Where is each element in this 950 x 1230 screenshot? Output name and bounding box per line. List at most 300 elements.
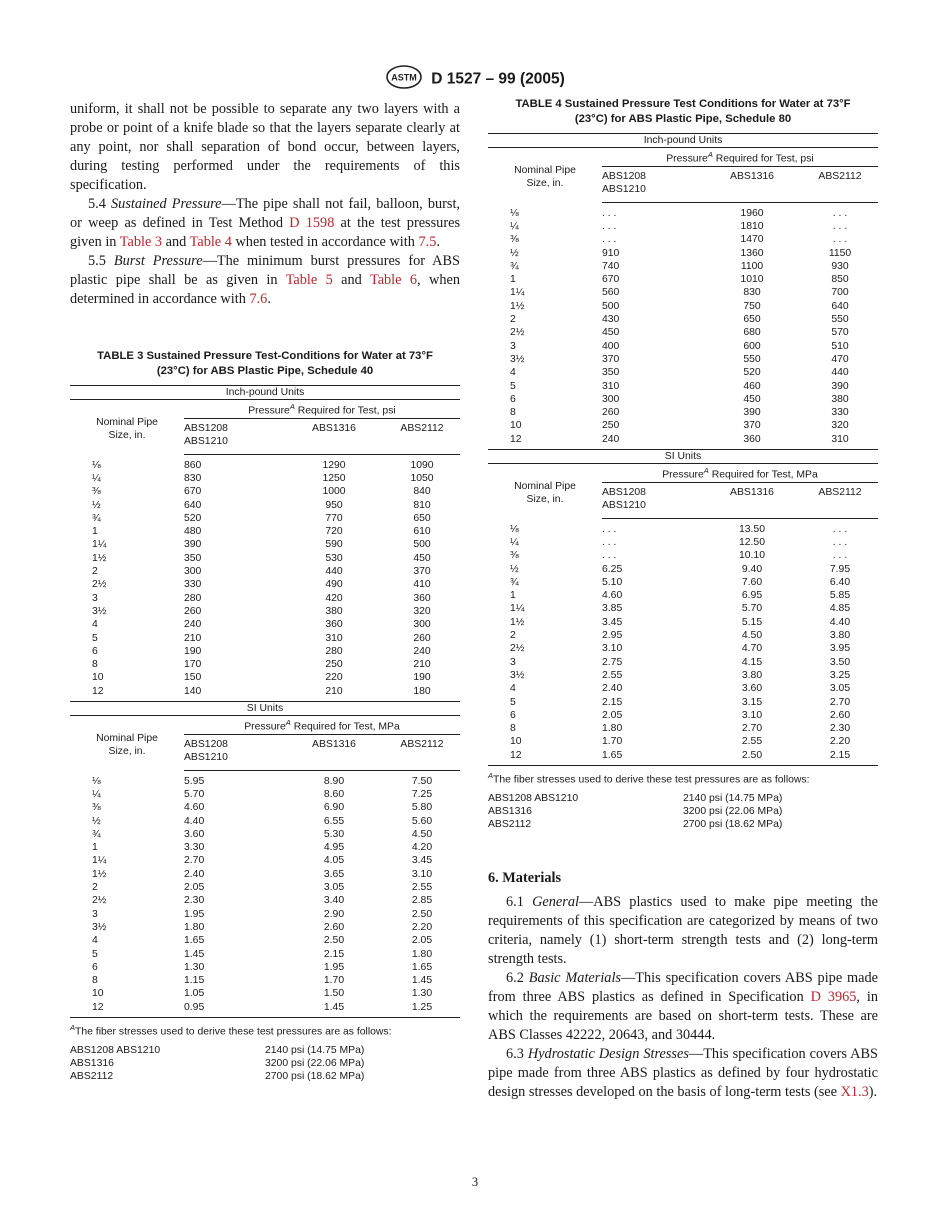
abs1316-cell: 1100 xyxy=(740,260,764,272)
abs1316-cell: 2.60 xyxy=(323,921,345,933)
abs2112-cell: 1.45 xyxy=(411,975,433,987)
table4-pressure-header-row xyxy=(488,464,878,483)
link-7-5[interactable]: 7.5 xyxy=(418,234,437,250)
abs1316-cell: 1000 xyxy=(322,486,346,498)
pressure-unit-text: Required for Test, psi xyxy=(294,405,396,417)
section-6-heading: 6. Materials xyxy=(488,869,562,886)
table-row xyxy=(488,300,878,313)
nominal-size-cell: 3 xyxy=(510,340,516,352)
nominal-size-cell: ⅜ xyxy=(510,234,519,246)
abs2112-cell: 410 xyxy=(413,579,431,591)
units-label: Inch-pound Units xyxy=(70,386,460,400)
table-row xyxy=(70,841,460,854)
abs1208-abs1210-cell: 4.40 xyxy=(184,815,205,827)
abs2112-cell: 3.45 xyxy=(411,855,433,867)
table4-inch-units-row xyxy=(488,134,878,148)
table-row xyxy=(488,616,878,629)
table-row xyxy=(488,353,878,366)
nominal-size-cell: 6 xyxy=(510,709,516,721)
paragraph-6-2: 6.2 Basic Materials—This specification covers ABS pipe made from three ABS plastics as defined in Specification D 3965, in which the requirements are based on short-term tests. These are ABS Classes 42222, 20643, and 30444. xyxy=(488,969,878,1043)
abs1208-abs1210-cell: 4.60 xyxy=(184,802,205,814)
pressure-footnote-mark: A xyxy=(707,150,713,160)
units-label: SI Units xyxy=(70,702,460,716)
abs1208-abs1210-cell: 170 xyxy=(184,659,202,671)
abs2112-cell: 7.95 xyxy=(829,563,851,575)
abs1208-abs1210-cell: 2.95 xyxy=(602,630,623,642)
abs1316-cell: 1960 xyxy=(740,207,764,219)
abs1316-cell: 1810 xyxy=(740,220,764,232)
abs1316-cell: 3.40 xyxy=(323,895,345,907)
nominal-size-header-line-2: Size, in. xyxy=(108,430,146,442)
abs1316-cell: 680 xyxy=(743,327,761,339)
fiber-stress-value: 2700 psi (18.62 MPa) xyxy=(265,1071,365,1083)
abs1208-abs1210-cell: 2.70 xyxy=(184,855,205,867)
fiber-stress-value: 2140 psi (14.75 MPa) xyxy=(683,792,783,804)
table-row xyxy=(488,629,878,642)
abs1316-cell: 4.50 xyxy=(741,630,763,642)
paragraph-continuation: uniform, it shall not be possible to separate any two layers with a probe or point of a knife blade so that the layers separate clearly at any point, nor shall separation of bond occur, between layers, during testing performed under the requirements of this specification. xyxy=(70,101,460,193)
material-header-abs2112: ABS2112 xyxy=(384,735,460,771)
abs2112-cell: 320 xyxy=(413,605,431,617)
abs1316-cell: 1470 xyxy=(740,234,764,246)
nominal-size-cell: ⅛ xyxy=(510,207,519,219)
abs1208-abs1210-cell: 1.80 xyxy=(184,921,205,933)
abs1316-cell: 390 xyxy=(743,407,761,419)
abs2112-cell: 3.80 xyxy=(829,630,851,642)
table-4 xyxy=(488,97,878,832)
nominal-size-cell: 1½ xyxy=(510,616,525,628)
abs1208-abs1210-cell: 1.80 xyxy=(602,723,623,735)
abs2112-cell: 210 xyxy=(413,659,431,671)
abs1316-cell: 6.55 xyxy=(323,815,345,827)
abs2112-cell: 3.25 xyxy=(829,669,851,681)
abs1208-abs1210-cell: 640 xyxy=(184,499,202,511)
link-table-4[interactable]: Table 4 xyxy=(189,234,232,250)
nominal-size-cell: 1¼ xyxy=(510,603,525,615)
abs1208-abs1210-cell: 860 xyxy=(184,459,202,471)
table-row xyxy=(70,868,460,881)
nominal-size-cell: 1½ xyxy=(92,868,107,880)
abs1316-cell: 950 xyxy=(325,499,343,511)
abs2112-cell: 470 xyxy=(831,353,849,365)
abs1208-abs1210-cell: 910 xyxy=(602,247,620,259)
abs2112-cell: 640 xyxy=(831,300,849,312)
link-x1-3[interactable]: X1.3 xyxy=(840,1083,869,1100)
fiber-stress-material: ABS2112 xyxy=(488,819,532,831)
nominal-size-cell: 2½ xyxy=(92,895,107,907)
abs1316-cell: 13.50 xyxy=(738,523,765,535)
abs2112-cell: 6.40 xyxy=(829,576,851,588)
abs1208-abs1210-cell: 250 xyxy=(602,420,620,432)
nominal-size-cell: 10 xyxy=(92,988,104,1000)
material-header-abs1210: ABS1210 xyxy=(184,752,228,764)
abs2112-cell: 2.15 xyxy=(802,749,878,766)
abs1316-cell: 4.15 xyxy=(741,656,763,668)
abs1316-cell: 450 xyxy=(743,393,761,405)
abs1316-cell: 460 xyxy=(743,380,761,392)
abs1316-cell: 2.70 xyxy=(741,723,763,735)
abs2112-cell: . . . xyxy=(832,220,848,232)
pressure-unit-text: Required for Test, MPa xyxy=(290,721,400,733)
abs1208-abs1210-cell: 5.95 xyxy=(184,775,205,787)
abs1208-abs1210-cell: 300 xyxy=(602,393,620,405)
table-row xyxy=(70,908,460,921)
table4-pressure-header-row xyxy=(488,148,878,167)
abs2112-cell: . . . xyxy=(832,234,848,246)
nominal-size-cell: 2½ xyxy=(92,579,107,591)
abs2112-cell: 2.05 xyxy=(411,935,433,947)
table-row xyxy=(70,552,460,565)
nominal-size-cell: 5 xyxy=(510,380,516,392)
abs1316-cell: 1.95 xyxy=(323,961,345,973)
nominal-size-cell: ⅜ xyxy=(92,486,101,498)
abs1208-abs1210-cell: 450 xyxy=(602,327,620,339)
table-row xyxy=(70,671,460,684)
table-row xyxy=(70,618,460,631)
abs1208-abs1210-cell: 0.95 xyxy=(184,1001,284,1018)
table-row xyxy=(488,433,878,450)
table-row xyxy=(488,656,878,669)
abs2112-cell: 2.30 xyxy=(829,723,851,735)
abs1316-cell: 380 xyxy=(325,605,343,617)
nominal-size-cell: 1½ xyxy=(92,552,107,564)
abs1208-abs1210-cell: . . . xyxy=(602,523,617,535)
abs2112-cell: 4.20 xyxy=(411,842,433,854)
table-row xyxy=(70,658,460,671)
abs1208-abs1210-cell: 1.95 xyxy=(184,908,205,920)
abs2112-cell: 2.70 xyxy=(829,696,851,708)
units-label: SI Units xyxy=(488,450,878,464)
nominal-size-cell: 4 xyxy=(510,367,516,379)
abs1208-abs1210-cell: 560 xyxy=(602,287,620,299)
abs1208-abs1210-cell: 430 xyxy=(602,314,620,326)
link-table-3[interactable]: Table 3 xyxy=(119,234,163,250)
abs1316-cell: 1.70 xyxy=(323,975,345,987)
abs1316-cell: 590 xyxy=(325,539,343,551)
nominal-size-cell: 2 xyxy=(92,882,98,894)
nominal-size-header xyxy=(70,400,184,454)
nominal-size-cell: 3½ xyxy=(510,353,525,365)
abs2112-cell: 4.85 xyxy=(829,603,851,615)
abs1316-cell: 5.70 xyxy=(741,603,763,615)
abs1316-cell: 5.15 xyxy=(741,616,763,628)
abs1208-abs1210-cell: 480 xyxy=(184,526,202,538)
table3-inch-units-row xyxy=(70,386,460,400)
pressure-word: Pressure xyxy=(666,153,708,165)
abs2112-cell: 450 xyxy=(413,552,431,564)
abs2112-cell: . . . xyxy=(832,207,848,219)
abs1208-abs1210-cell: 500 xyxy=(602,300,620,312)
abs2112-cell: 2.20 xyxy=(411,921,433,933)
table-row xyxy=(70,961,460,974)
table-row xyxy=(488,589,878,602)
abs2112-cell: 1090 xyxy=(410,459,434,471)
abs1316-cell: 370 xyxy=(743,420,761,432)
abs2112-cell: 390 xyxy=(831,380,849,392)
table-3-caption-line-2: (23°C) for ABS Plastic Pipe, Schedule 40 xyxy=(156,365,374,377)
abs1316-cell: 720 xyxy=(325,526,343,538)
abs2112-cell: 3.50 xyxy=(829,656,851,668)
table-3 xyxy=(70,349,460,1084)
nominal-size-cell: ¾ xyxy=(510,260,519,272)
nominal-size-cell: 10 xyxy=(510,736,522,748)
abs2112-cell: 840 xyxy=(413,486,431,498)
abs1316-cell: 440 xyxy=(325,566,343,578)
fiber-stress-material: ABS1208 ABS1210 xyxy=(488,792,579,804)
abs1208-abs1210-cell: 300 xyxy=(184,566,202,578)
table-row xyxy=(488,366,878,379)
link-d1598[interactable]: D 1598 xyxy=(289,215,335,231)
abs1208-abs1210-cell: 150 xyxy=(184,672,202,684)
abs1208-abs1210-cell: 400 xyxy=(602,340,620,352)
nominal-size-cell: ¾ xyxy=(92,828,101,840)
nominal-size-header-line-1: Nominal Pipe xyxy=(514,480,576,492)
abs1316-cell: 830 xyxy=(743,287,761,299)
table-row xyxy=(488,709,878,722)
abs2112-cell: 380 xyxy=(831,393,849,405)
table-4-footnote: $^A$The fiber stresses used to derive these test pressures are as follows: xyxy=(488,771,810,786)
nominal-size-header-line-2: Size, in. xyxy=(526,178,564,190)
abs1208-abs1210-cell: 2.40 xyxy=(602,683,623,695)
nominal-size-cell: ½ xyxy=(510,247,519,259)
table-row xyxy=(488,393,878,406)
abs1316-cell: 550 xyxy=(743,353,761,365)
table-4-caption-line-1: TABLE 4 Sustained Pressure Test Conditions for Water at 73°F xyxy=(515,98,851,110)
material-header-abs1208: ABS1208 xyxy=(602,171,646,183)
abs1208-abs1210-cell: 310 xyxy=(602,380,620,392)
nominal-size-header xyxy=(70,716,184,770)
material-header-abs1316: ABS1316 xyxy=(702,483,802,519)
table-row xyxy=(70,685,460,702)
nominal-size-cell: 12 xyxy=(70,1001,184,1018)
abs1316-cell: 6.90 xyxy=(323,802,345,814)
abs1208-abs1210-cell: 2.30 xyxy=(184,895,205,907)
material-header-abs1208-abs1210 xyxy=(184,419,284,455)
link-7-6[interactable]: 7.6 xyxy=(249,291,268,307)
nominal-size-cell: ¼ xyxy=(510,536,519,548)
table-4-grid xyxy=(488,133,878,766)
abs1208-abs1210-cell: . . . xyxy=(602,234,617,246)
link-d3965[interactable]: D 3965 xyxy=(810,988,857,1005)
abs1316-cell: 360 xyxy=(325,619,343,631)
paragraph-6-3: 6.3 Hydrostatic Design Stresses—This specification covers ABS pipe made from three ABS plastics as defined by four hydrostatic design stresses developed on the basis of long-term tests (see X1.3). xyxy=(488,1045,878,1100)
abs2112-cell: . . . xyxy=(832,536,848,548)
link-table-6[interactable]: Table 6 xyxy=(369,272,418,288)
table-row xyxy=(488,313,878,326)
nominal-size-cell: 2½ xyxy=(510,643,525,655)
abs1208-abs1210-cell: 330 xyxy=(184,579,202,591)
nominal-size-cell: 8 xyxy=(92,659,98,671)
table-row xyxy=(70,881,460,894)
table-row xyxy=(70,512,460,525)
abs1316-cell: 4.70 xyxy=(741,643,763,655)
abs1208-abs1210-cell: 5.10 xyxy=(602,576,623,588)
table-row xyxy=(70,987,460,1000)
table-row xyxy=(488,207,878,220)
nominal-size-cell: ¾ xyxy=(92,512,101,524)
nominal-size-cell: 6 xyxy=(510,393,516,405)
table-row xyxy=(488,669,878,682)
nominal-size-cell: ¾ xyxy=(510,576,519,588)
nominal-size-cell: 2 xyxy=(510,630,516,642)
table-row xyxy=(488,549,878,562)
nominal-size-cell: 8 xyxy=(510,407,516,419)
abs1208-abs1210-cell: 350 xyxy=(602,367,620,379)
material-header-abs1316: ABS1316 xyxy=(702,167,802,203)
link-table-5[interactable]: Table 5 xyxy=(285,272,333,288)
nominal-size-cell: 2 xyxy=(92,566,98,578)
abs1316-cell: 4.05 xyxy=(323,855,345,867)
nominal-size-cell: 3½ xyxy=(92,921,107,933)
nominal-size-header-line-1: Nominal Pipe xyxy=(96,732,158,744)
abs1208-abs1210-cell: 140 xyxy=(184,685,284,702)
nominal-size-cell: 3½ xyxy=(92,605,107,617)
table-row xyxy=(488,682,878,695)
table-row xyxy=(70,565,460,578)
table-row xyxy=(488,419,878,432)
nominal-size-cell: ½ xyxy=(92,815,101,827)
nominal-size-cell: 1¼ xyxy=(92,855,107,867)
nominal-size-cell: ⅜ xyxy=(510,550,519,562)
nominal-size-cell: 2 xyxy=(510,314,516,326)
nominal-size-cell: 6 xyxy=(92,645,98,657)
table-row xyxy=(488,406,878,419)
material-header-abs1210: ABS1210 xyxy=(602,500,646,512)
abs2112-cell: 240 xyxy=(413,645,431,657)
table-row xyxy=(488,247,878,260)
abs2112-cell: 5.60 xyxy=(411,815,433,827)
abs1208-abs1210-cell: 3.85 xyxy=(602,603,623,615)
page-header xyxy=(0,65,950,94)
nominal-size-cell: 3 xyxy=(92,592,98,604)
left-column xyxy=(70,100,460,1084)
abs2112-cell: 180 xyxy=(384,685,460,702)
abs1208-abs1210-cell: 830 xyxy=(184,472,202,484)
abs2112-cell: 260 xyxy=(413,632,431,644)
fiber-stress-material: ABS2112 xyxy=(70,1071,114,1083)
abs1316-cell: 12.50 xyxy=(738,536,765,548)
abs1316-cell: 420 xyxy=(325,592,343,604)
abs1208-abs1210-cell: 520 xyxy=(184,512,202,524)
abs1316-cell: 2.50 xyxy=(323,935,345,947)
abs1208-abs1210-cell: 670 xyxy=(184,486,202,498)
abs1316-cell: 7.60 xyxy=(741,576,763,588)
table-row xyxy=(70,632,460,645)
nominal-size-cell: 12 xyxy=(488,749,602,766)
nominal-size-cell: 3 xyxy=(510,656,516,668)
abs1316-cell: 3.60 xyxy=(741,683,763,695)
table-row xyxy=(488,326,878,339)
nominal-size-cell: ½ xyxy=(92,499,101,511)
abs2112-cell: 1.30 xyxy=(411,988,433,1000)
material-header-abs2112: ABS2112 xyxy=(384,419,460,455)
abs2112-cell: 510 xyxy=(831,340,849,352)
table-row xyxy=(488,220,878,233)
table-row xyxy=(70,525,460,538)
table-row xyxy=(488,536,878,549)
nominal-size-cell: 1 xyxy=(92,526,98,538)
nominal-size-cell: 10 xyxy=(92,672,104,684)
table-row xyxy=(488,233,878,246)
nominal-size-header-line-1: Nominal Pipe xyxy=(514,164,576,176)
nominal-size-cell: ¼ xyxy=(92,472,101,484)
document-designation: D 1527 – 99 (2005) xyxy=(431,70,565,88)
abs1208-abs1210-cell: . . . xyxy=(602,550,617,562)
abs1316-cell: 750 xyxy=(743,300,761,312)
nominal-size-cell: ⅜ xyxy=(92,802,101,814)
table-4-fiber-stress-list xyxy=(488,792,878,832)
table3-pressure-header-row xyxy=(70,716,460,735)
abs2112-cell: 2.50 xyxy=(411,908,433,920)
abs1316-cell: 280 xyxy=(325,645,343,657)
abs1208-abs1210-cell: . . . xyxy=(602,220,617,232)
abs1208-abs1210-cell: 240 xyxy=(602,433,702,450)
pressure-footnote-mark: A xyxy=(285,718,291,728)
abs2112-cell: 360 xyxy=(413,592,431,604)
abs2112-cell: . . . xyxy=(832,550,848,562)
table-row xyxy=(488,380,878,393)
fiber-stress-material: ABS1208 ABS1210 xyxy=(70,1044,161,1056)
abs1316-cell: 1.50 xyxy=(323,988,345,1000)
table-3-footnote: $^A$The fiber stresses used to derive these test pressures are as follows: xyxy=(70,1023,392,1038)
table-row xyxy=(488,340,878,353)
nominal-size-cell: ¼ xyxy=(92,788,101,800)
nominal-size-cell: 8 xyxy=(92,975,98,987)
abs1316-cell: 2.55 xyxy=(741,736,763,748)
abs2112-cell: 930 xyxy=(831,260,849,272)
abs1316-cell: 4.95 xyxy=(323,842,345,854)
table-row xyxy=(70,538,460,551)
nominal-size-cell: 1 xyxy=(510,274,516,286)
abs1208-abs1210-cell: 210 xyxy=(184,632,202,644)
abs1316-cell: 220 xyxy=(325,672,343,684)
abs2112-cell: 650 xyxy=(413,512,431,524)
abs1208-abs1210-cell: 390 xyxy=(184,539,202,551)
abs1316-cell: 8.60 xyxy=(323,788,345,800)
nominal-size-header-line-2: Size, in. xyxy=(526,494,564,506)
nominal-size-cell: 4 xyxy=(92,935,98,947)
abs1208-abs1210-cell: 1.45 xyxy=(184,948,205,960)
table-row xyxy=(488,286,878,299)
nominal-size-cell: 10 xyxy=(510,420,522,432)
fiber-stress-material: ABS1316 xyxy=(70,1058,114,1070)
abs2112-cell: 550 xyxy=(831,314,849,326)
abs1208-abs1210-cell: 5.70 xyxy=(184,788,205,800)
abs2112-cell: 2.20 xyxy=(829,736,851,748)
nominal-size-cell: 12 xyxy=(488,433,602,450)
nominal-size-cell: 6 xyxy=(92,961,98,973)
pressure-footnote-mark: A xyxy=(703,466,709,476)
abs1208-abs1210-cell: 6.25 xyxy=(602,563,623,575)
nominal-size-cell: 8 xyxy=(510,723,516,735)
pressure-word: Pressure xyxy=(244,721,286,733)
material-header-abs1208-abs1210 xyxy=(602,167,702,203)
fiber-stress-value: 3200 psi (22.06 MPa) xyxy=(265,1058,365,1070)
abs1316-cell: 8.90 xyxy=(323,775,345,787)
material-header-abs2112: ABS2112 xyxy=(802,167,878,203)
abs1316-cell: 650 xyxy=(743,314,761,326)
abs1316-cell: 3.80 xyxy=(741,669,763,681)
abs1208-abs1210-cell: 2.55 xyxy=(602,669,623,681)
table-row xyxy=(488,260,878,273)
table-row xyxy=(488,749,878,766)
abs1208-abs1210-cell: 2.05 xyxy=(184,882,205,894)
abs2112-cell: 5.80 xyxy=(411,802,433,814)
abs1208-abs1210-cell: 2.75 xyxy=(602,656,623,668)
material-header-abs1316: ABS1316 xyxy=(284,419,384,455)
abs2112-cell: 370 xyxy=(413,566,431,578)
abs1316-cell: 1290 xyxy=(322,459,346,471)
